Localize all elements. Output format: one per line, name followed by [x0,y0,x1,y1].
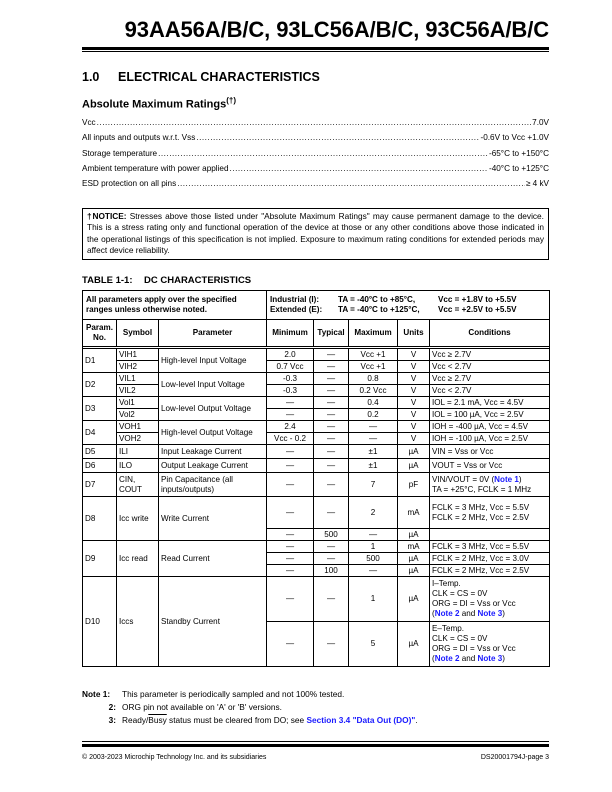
symbol: Vol2 [117,409,159,421]
units: V [398,433,430,445]
section-3-4-link[interactable]: Section 3.4 "Data Out (DO)" [306,715,416,725]
typical: — [314,373,349,385]
table-notes [82,688,418,727]
parameter: Low-level Input Voltage [159,373,267,397]
note-number: 2: [108,702,116,712]
parameter: Output Leakage Current [159,459,267,473]
column-header-row [83,320,550,347]
rating-value: -40°C to +125°C [488,164,549,173]
minimum: — [267,565,314,577]
condition-text: I–Temp. [432,579,461,588]
typical: — [314,622,349,667]
symbol: VOH2 [117,433,159,445]
units: V [398,361,430,373]
leader-dots [158,149,488,158]
symbol: Vol1 [117,397,159,409]
units: pF [398,473,430,497]
condition-text: CLK = CS = 0V [432,634,488,643]
rating-row [82,146,549,158]
conditions [430,497,550,529]
rating-value: 7.0V [532,118,549,127]
conditions: FCLK = 2 MHz, Vcc = 2.5V [430,565,550,577]
note-3-link[interactable]: Note 3 [477,609,503,618]
footer-page-number: DS20001794J-page 3 [480,754,549,761]
note-text [122,714,418,727]
conditions: Vcc < 2.7V [430,385,550,397]
param-no: D10 [83,577,117,667]
table-caption [82,275,251,286]
param-no: D2 [83,373,117,397]
note-text: This parameter is periodically sampled and not 100% tested. [122,689,345,699]
typical: — [314,361,349,373]
minimum: Vcc - 0.2 [267,433,314,445]
notice-box [82,208,549,260]
units: V [398,421,430,433]
condition-text: TA = +25°C, FCLK = 1 MHz [432,484,532,494]
condition-text: and [459,654,478,663]
symbol: VIH2 [117,361,159,373]
table-row [83,409,550,421]
symbol: VIL2 [117,385,159,397]
minimum: — [267,529,314,541]
table-row [83,433,550,445]
notice-text: Stresses above those listed under "Absolute Maximum Ratings" may cause permanent damage to the device. This is a stress rating only and functional operation of the device at those or any other conditions above those indicated in the operational listings of this specification is not implied. Exposure to maximum rating conditions for extended periods may affect device reliability. [87,211,544,255]
col-header-minimum: Minimum [267,320,314,347]
units: µA [398,459,430,473]
leader-dots [230,164,488,173]
maximum: 0.8 [349,373,398,385]
table-row [83,397,550,409]
typical: — [314,459,349,473]
header-rule-thin [82,51,549,52]
rating-label: Ambient temperature with power applied [82,164,229,173]
leader-dots [196,133,479,142]
rating-row [82,176,549,188]
maximum: 2 [349,497,398,529]
units: µA [398,622,430,667]
units: V [398,385,430,397]
condition-text: VIN/VOUT = 0V ( [432,474,495,484]
note-text: ORG pin not available on 'A' or 'B' versions. [122,702,282,712]
conditions: IOH = -400 µA, Vcc = 4.5V [430,421,550,433]
conditions: Vcc < 2.7V [430,361,550,373]
temperature-ranges [267,291,550,320]
note-text-part: Ready/ [122,715,149,725]
parameter: Pin Capacitance (all inputs/outputs) [159,473,267,497]
rating-row [82,115,549,127]
condition-text: E–Temp. [432,624,464,633]
units: mA [398,541,430,553]
units: mA [398,497,430,529]
maximum: 1 [349,541,398,553]
minimum: — [267,622,314,667]
note-text-part: . [415,715,418,725]
maximum: — [349,421,398,433]
typical: — [314,409,349,421]
note-2-link[interactable]: Note 2 [434,654,460,663]
table-row [83,459,550,473]
units: V [398,373,430,385]
condition-text: and [459,609,478,618]
condition-text: CLK = CS = 0V [432,589,488,598]
conditions: VIN = Vss or Vcc [430,445,550,459]
maximum: — [349,433,398,445]
leader-dots [177,179,525,188]
param-no: D8 [83,497,117,541]
parameter: High-level Input Voltage [159,349,267,373]
typical: — [314,473,349,497]
footer-rule [82,744,549,747]
condition-text: FCLK = 3 MHz, Vcc = 5.5V [432,502,530,512]
maximum: — [349,565,398,577]
units: µA [398,553,430,565]
section-number: 1.0 [82,70,100,84]
busy-signal-text: Busy [148,715,167,725]
maximum: — [349,529,398,541]
parameter: Standby Current [159,577,267,667]
param-no: D1 [83,349,117,373]
range-ta: TA = -40°C to +125°C, [338,305,420,314]
minimum: -0.3 [267,385,314,397]
minimum: — [267,409,314,421]
typical: — [314,445,349,459]
rating-label: All inputs and outputs w.r.t. Vss [82,133,196,142]
rating-label: Vcc [82,118,96,127]
footer-rule-thin [82,741,549,742]
document-title: 93AA56A/B/C, 93LC56A/B/C, 93C56A/B/C [124,17,549,42]
range-ta: TA = -40°C to +85°C, [338,295,416,304]
note-number [82,688,122,701]
table-row [83,473,550,497]
param-no: D6 [83,459,117,473]
symbol: ILI [117,445,159,459]
section-heading [82,70,320,84]
minimum: — [267,397,314,409]
col-header-parameter: Parameter [159,320,267,347]
note-item [82,688,418,701]
minimum: — [267,459,314,473]
parameter: Low-level Output Voltage [159,397,267,421]
maximum: 0.2 Vcc [349,385,398,397]
conditions: IOH = -100 µA, Vcc = 2.5V [430,433,550,445]
condition-text: FCLK = 2 MHz, Vcc = 2.5V [432,512,530,522]
maximum: 0.2 [349,409,398,421]
symbol: VIL1 [117,373,159,385]
section-title: ELECTRICAL CHARACTERISTICS [118,70,320,84]
typical: — [314,497,349,529]
dc-characteristics-table [82,290,550,667]
parameter: Read Current [159,541,267,577]
typical: — [314,541,349,553]
conditions [430,577,550,622]
symbol: VIH1 [117,349,159,361]
footer-copyright: © 2003-2023 Microchip Technology Inc. and its subsidiaries [82,754,267,761]
units: µA [398,445,430,459]
rating-value: -65°C to +150°C [488,149,549,158]
rating-row [82,130,549,142]
conditions: VOUT = Vss or Vcc [430,459,550,473]
col-header-maximum: Maximum [349,320,398,347]
symbol: CIN, COUT [117,473,159,497]
minimum: 2.4 [267,421,314,433]
table-row [83,577,550,622]
parameter: Input Leakage Current [159,445,267,459]
col-header-symbol: Symbol [117,320,159,347]
maximum: ±1 [349,445,398,459]
conditions: FCLK = 3 MHz, Vcc = 5.5V [430,541,550,553]
col-header-conditions: Conditions [430,320,550,347]
condition-notes: (Note 2 and Note 3) [432,609,505,618]
maximum: Vcc +1 [349,361,398,373]
typical: 100 [314,565,349,577]
table-row [83,361,550,373]
symbol: VOH1 [117,421,159,433]
table-row [83,373,550,385]
parameter: High-level Output Voltage [159,421,267,445]
range-vcc: Vcc = +2.5V to +5.5V [438,305,517,314]
minimum: — [267,497,314,529]
symbol: Iccs [117,577,159,667]
rating-value: ≥ 4 kV [525,179,549,188]
leader-dots [97,118,532,127]
param-no: D4 [83,421,117,445]
minimum: — [267,553,314,565]
param-no: D9 [83,541,117,577]
param-no: D5 [83,445,117,459]
maximum: 5 [349,622,398,667]
conditions [430,622,550,667]
table-title: DC CHARACTERISTICS [144,275,252,286]
typical: — [314,433,349,445]
note-item [82,714,418,727]
range-name: Extended (E): [270,305,323,314]
symbol: Icc read [117,541,159,577]
minimum: 0.7 Vcc [267,361,314,373]
maximum: 1 [349,577,398,622]
symbol: Icc write [117,497,159,541]
table-row [83,497,550,529]
table-row [83,385,550,397]
rating-row [82,161,549,173]
minimum: — [267,445,314,459]
typical: 500 [314,529,349,541]
symbol: ILO [117,459,159,473]
table-row [83,349,550,361]
parameter: Write Current [159,497,267,541]
note-item [82,701,418,714]
minimum: — [267,577,314,622]
rating-label: Storage temperature [82,149,158,158]
minimum: -0.3 [267,373,314,385]
col-header-units: Units [398,320,430,347]
table-row [83,541,550,553]
conditions: IOL = 100 µA, Vcc = 2.5V [430,409,550,421]
typical: — [314,553,349,565]
header-rule [82,47,549,50]
table-scope-row [83,291,550,320]
param-no: D3 [83,397,117,421]
param-no: D7 [83,473,117,497]
scope-text: All parameters apply over the specified ranges unless otherwise noted. [83,291,267,320]
col-header-param-no: Param. No. [83,320,117,347]
maximum: 500 [349,553,398,565]
note-prefix: Note [82,689,101,699]
condition-text: ) [518,474,522,484]
units: V [398,409,430,421]
note-number: 3: [108,715,116,725]
range-vcc: Vcc = +1.8V to +5.5V [438,295,517,304]
conditions [430,473,550,497]
units: µA [398,529,430,541]
absolute-max-ratings-heading [82,96,236,111]
conditions [430,529,550,541]
units: µA [398,577,430,622]
note-1-link[interactable]: Note 1 [494,474,519,484]
minimum: — [267,541,314,553]
table-row [83,445,550,459]
col-header-typical: Typical [314,320,349,347]
condition-text: ORG = DI = Vss or Vcc [432,644,516,653]
minimum: — [267,473,314,497]
units: V [398,397,430,409]
minimum: 2.0 [267,349,314,361]
maximum: ±1 [349,459,398,473]
units: V [398,349,430,361]
condition-text: ORG = DI = Vss or Vcc [432,599,516,608]
conditions: Vcc ≥ 2.7V [430,349,550,361]
typical: — [314,397,349,409]
conditions: Vcc ≥ 2.7V [430,373,550,385]
rating-label: ESD protection on all pins [82,179,177,188]
note-3-link[interactable]: Note 3 [477,654,503,663]
note-text-part: status must be cleared from DO; see [166,715,307,725]
typical: — [314,421,349,433]
condition-notes: (Note 2 and Note 3) [432,654,505,663]
typical: — [314,577,349,622]
units: µA [398,565,430,577]
rating-value: -0.6V to Vcc +1.0V [480,133,549,142]
range-name: Industrial (I): [270,295,320,304]
note-2-link[interactable]: Note 2 [434,609,460,618]
absolute-max-title: Absolute Maximum Ratings [82,98,227,111]
maximum: 7 [349,473,398,497]
dagger-footnote-mark: (†) [226,96,237,105]
note-num: 1: [102,689,111,699]
maximum: Vcc +1 [349,349,398,361]
table-number: TABLE 1-1: [82,275,133,286]
maximum: 0.4 [349,397,398,409]
conditions: FCLK = 2 MHz, Vcc = 3.0V [430,553,550,565]
conditions: IOL = 2.1 mA, Vcc = 4.5V [430,397,550,409]
notice-label: †NOTICE: [87,211,127,221]
typical: — [314,385,349,397]
typical: — [314,349,349,361]
table-row [83,421,550,433]
